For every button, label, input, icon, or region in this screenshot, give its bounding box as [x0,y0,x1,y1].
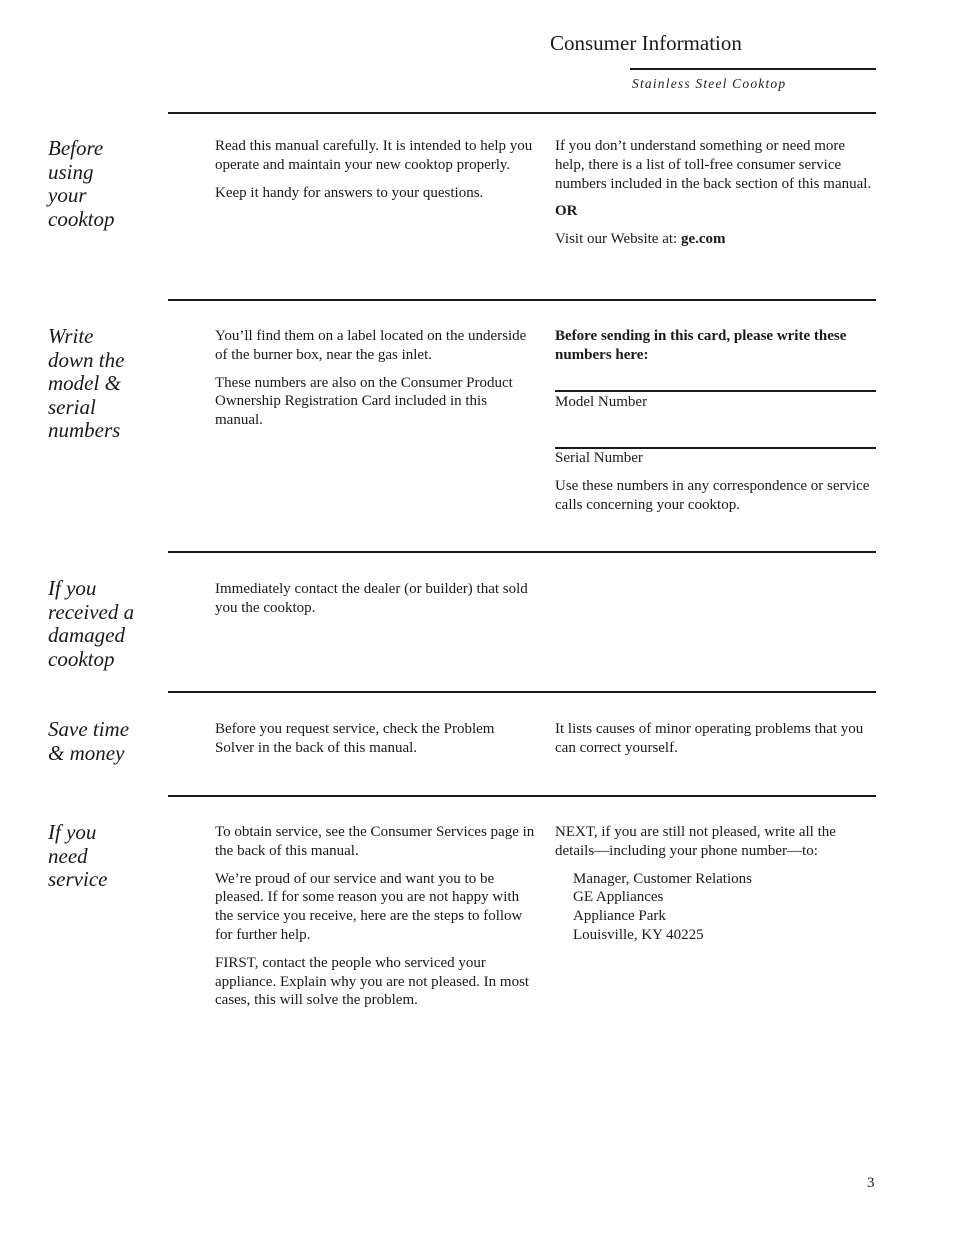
serial-number-label: Serial Number [555,450,643,466]
model-serial-intro: Before sending in this card, please write these numbers here: [555,328,847,363]
website-label: Visit our Website at: [555,231,681,248]
section-heading-save-time [48,718,158,765]
service-col2 [555,823,877,945]
heading-line: serial [48,394,96,419]
or-label: OR [555,203,578,220]
heading-line: need [48,843,88,868]
section-heading-before-using [48,137,158,231]
heading-line: & money [48,740,125,765]
service-col1 [215,823,537,1019]
heading-line: using [48,159,94,184]
paragraph: If you don’t understand something or need more help, there is a list of toll-free consumer service numbers included in the back section of this manual. [555,138,872,192]
paragraph: We’re proud of our service and want you to be pleased. If for some reason you are not happy with the service you receive, here are the steps to follow for further help. [215,870,523,943]
page-subtitle: Stainless Steel Cooktop [632,76,787,91]
heading-line: down the [48,347,125,372]
heading-line: cooktop [48,206,115,231]
website-link[interactable]: ge.com [680,231,726,248]
mailing-address [555,870,877,945]
heading-line: received a [48,599,135,624]
section-heading-model-serial [48,325,158,443]
model-serial-col1 [215,327,537,439]
paragraph: You’ll find them on a label located on the underside of the burner box, near the gas inlet. [215,328,527,363]
heading-line: model & [48,371,121,395]
paragraph: To obtain service, see the Consumer Services page in the back of this manual. [215,824,535,859]
heading-line: numbers [48,418,121,442]
section-divider [168,691,876,693]
heading-line: your [48,183,87,207]
before-using-col1 [215,137,537,211]
heading-line: If you [48,820,97,844]
save-time-col1: Before you request service, check the Problem Solver in the back of this manual. [215,721,495,756]
section-divider [168,299,876,301]
heading-line: Before [48,136,104,160]
page-title: Consumer Information [550,31,742,55]
model-number-line [555,390,876,392]
paragraph: Keep it handy for answers to your questions. [215,184,484,201]
address-line: Louisville, KY 40225 [573,926,704,943]
address-line: GE Appliances [573,889,664,906]
website-line [555,230,877,249]
damaged-text: Immediately contact the dealer (or builder) that sold you the cooktop. [215,581,528,616]
heading-line: Write [48,324,94,348]
section-divider [168,795,876,797]
paragraph: NEXT, if you are still not pleased, write all the details—including your phone number—to: [555,824,836,859]
address-line: Appliance Park [573,908,666,925]
paragraph: FIRST, contact the people who serviced your appliance. Explain why you are not pleased. In most cases, this will solve the problem. [215,954,530,1009]
address-line: Manager, Customer Relations [573,870,752,887]
save-time-col2: It lists causes of minor operating problems that you can correct yourself. [555,721,864,756]
section-divider [168,551,876,553]
heading-line: Save time [48,717,130,741]
header-divider [630,68,876,70]
paragraph: Read this manual carefully. It is intended to help you operate and maintain your new cooktop properly. [215,138,533,173]
section-divider [168,112,876,114]
paragraph: These numbers are also on the Consumer Product Ownership Registration Card included in this manual. [215,374,513,429]
model-serial-note: Use these numbers in any correspondence or service calls concerning your cooktop. [555,478,870,513]
before-using-col2 [555,137,877,258]
heading-line: cooktop [48,646,115,671]
model-number-label: Model Number [555,394,648,410]
heading-line: damaged [48,623,125,647]
heading-line: service [48,867,108,891]
heading-line: If you [48,576,97,600]
page-number: 3 [867,1175,875,1191]
section-heading-service [48,821,158,892]
section-heading-damaged [48,577,158,671]
